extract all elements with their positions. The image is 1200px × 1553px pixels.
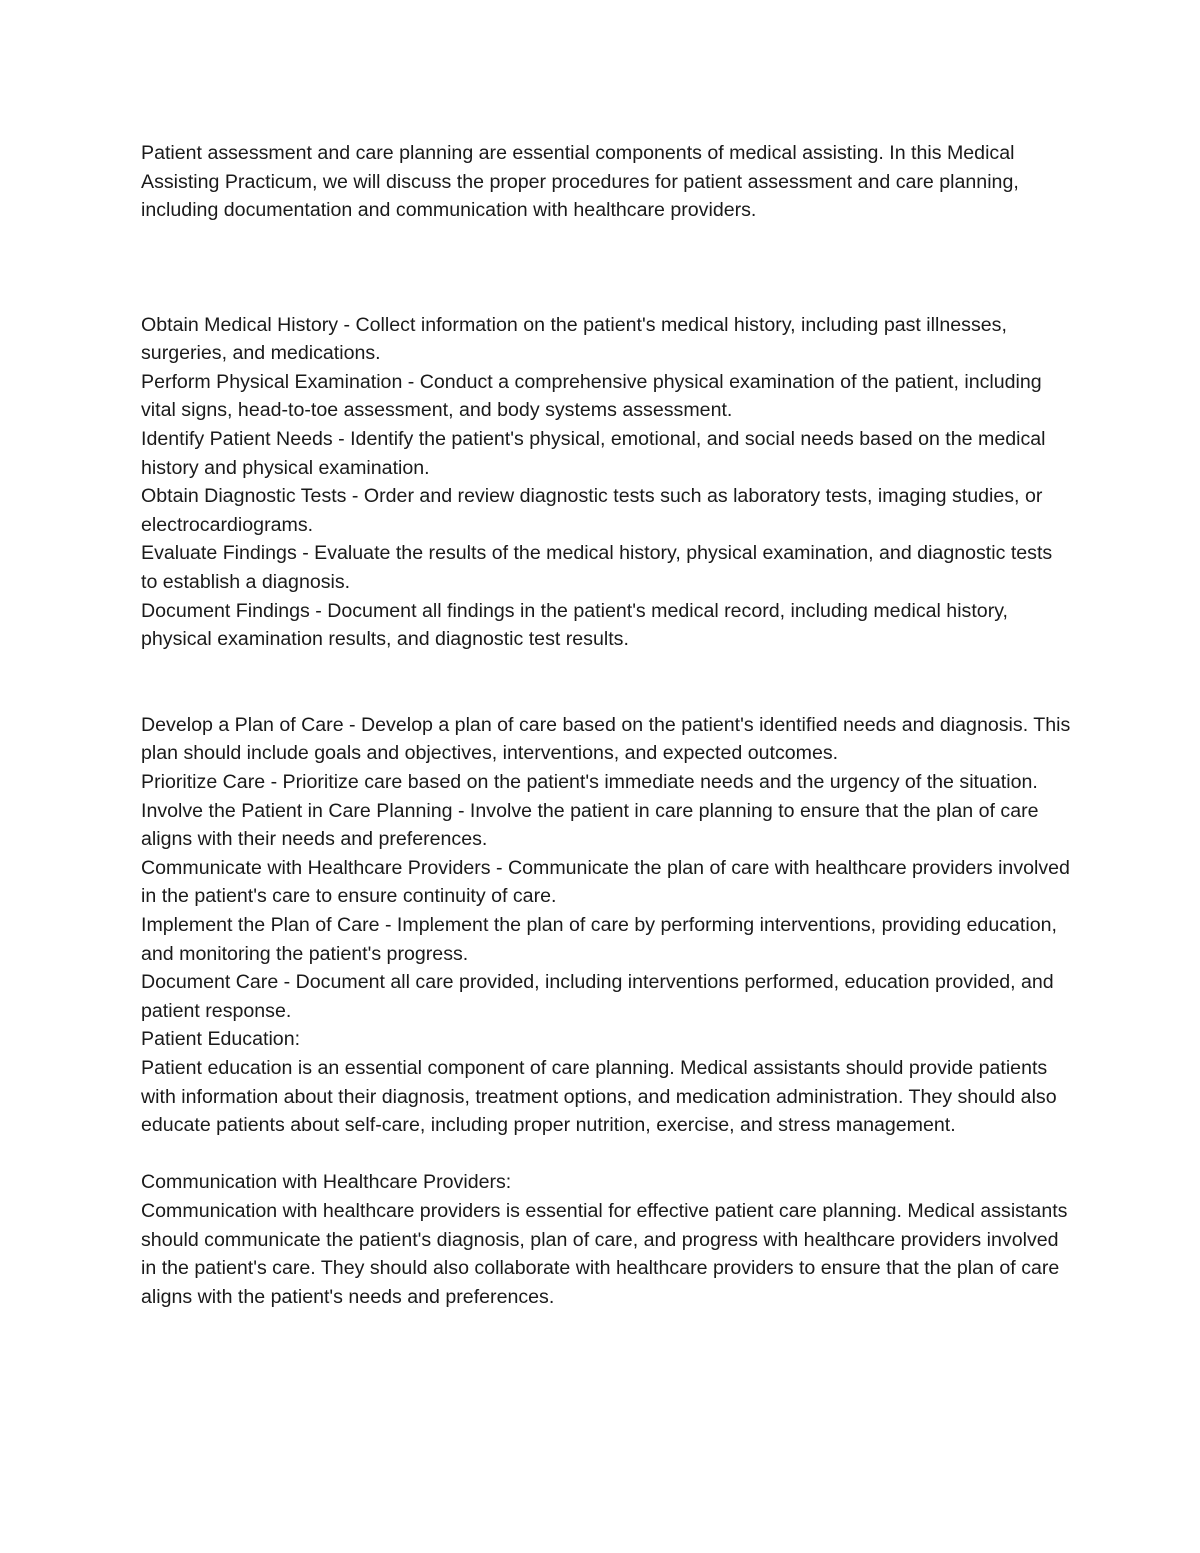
communication-body: Communication with healthcare providers is essential for effective patient care planning. Medical assistants should communicate the patient's diagnosis, plan of care, and progress with healthcare providers involved in the patient's care. They should also collaborate with healthcare providers to ensure that the plan of care aligns with the patient's needs and preferences.	[141, 1199, 1068, 1308]
patient-education-body: Patient education is an essential component of care planning. Medical assistants should provide patients with information about their diagnosis, treatment options, and medication administration. They should also educate patients about self-care, including proper nutrition, exercise, and stress management.	[141, 1057, 1057, 1137]
patient-education-section	[141, 1025, 1071, 1139]
assessment-step: Document Findings - Document all findings in the patient's medical record, including medical history, physical examination results, and diagnostic test results.	[141, 599, 1009, 651]
document-body	[141, 139, 1071, 1311]
patient-education-heading: Patient Education:	[141, 1028, 301, 1051]
care-step: Document Care - Document all care provided, including interventions performed, education provided, and patient response.	[141, 971, 1054, 1022]
care-step: Involve the Patient in Care Planning - Involve the patient in care planning to ensure that the plan of care aligns with their needs and preferences.	[141, 799, 1039, 851]
assessment-steps-list	[141, 311, 1071, 654]
care-step: Implement the Plan of Care - Implement the plan of care by performing interventions, providing education, and monitoring the patient's progress.	[141, 914, 1057, 965]
care-step: Develop a Plan of Care - Develop a plan of care based on the patient's identified needs and diagnosis. This plan should include goals and objectives, interventions, and expected outcomes.	[141, 713, 1071, 765]
assessment-step: Perform Physical Examination - Conduct a comprehensive physical examination of the patient, including vital signs, head-to-toe assessment, and body systems assessment.	[141, 370, 1042, 422]
spacer	[141, 1140, 1071, 1169]
assessment-step: Obtain Diagnostic Tests - Order and review diagnostic tests such as laboratory tests, imaging studies, or electrocardiograms.	[141, 485, 1043, 536]
communication-heading: Communication with Healthcare Providers:	[141, 1171, 512, 1194]
spacer	[141, 654, 1071, 711]
care-steps-list	[141, 711, 1071, 1026]
communication-section	[141, 1168, 1071, 1311]
spacer	[141, 225, 1071, 311]
assessment-step: Identify Patient Needs - Identify the patient's physical, emotional, and social needs based on the medical history and physical examination.	[141, 427, 1046, 479]
assessment-step: Obtain Medical History - Collect information on the patient's medical history, including past illnesses, surgeries, and medications.	[141, 313, 1007, 365]
assessment-step: Evaluate Findings - Evaluate the results of the medical history, physical examination, and diagnostic tests to establish a diagnosis.	[141, 542, 1053, 593]
care-step: Prioritize Care - Prioritize care based on the patient's immediate needs and the urgency of the situation.	[141, 771, 1038, 794]
intro-paragraph: Patient assessment and care planning are essential components of medical assisting. In this Medical Assisting Practicum, we will discuss the proper procedures for patient assessment and care planning, including documentation and communication with healthcare providers.	[141, 142, 1019, 222]
care-step: Communicate with Healthcare Providers - Communicate the plan of care with healthcare providers involved in the patient's care to ensure continuity of care.	[141, 856, 1070, 908]
